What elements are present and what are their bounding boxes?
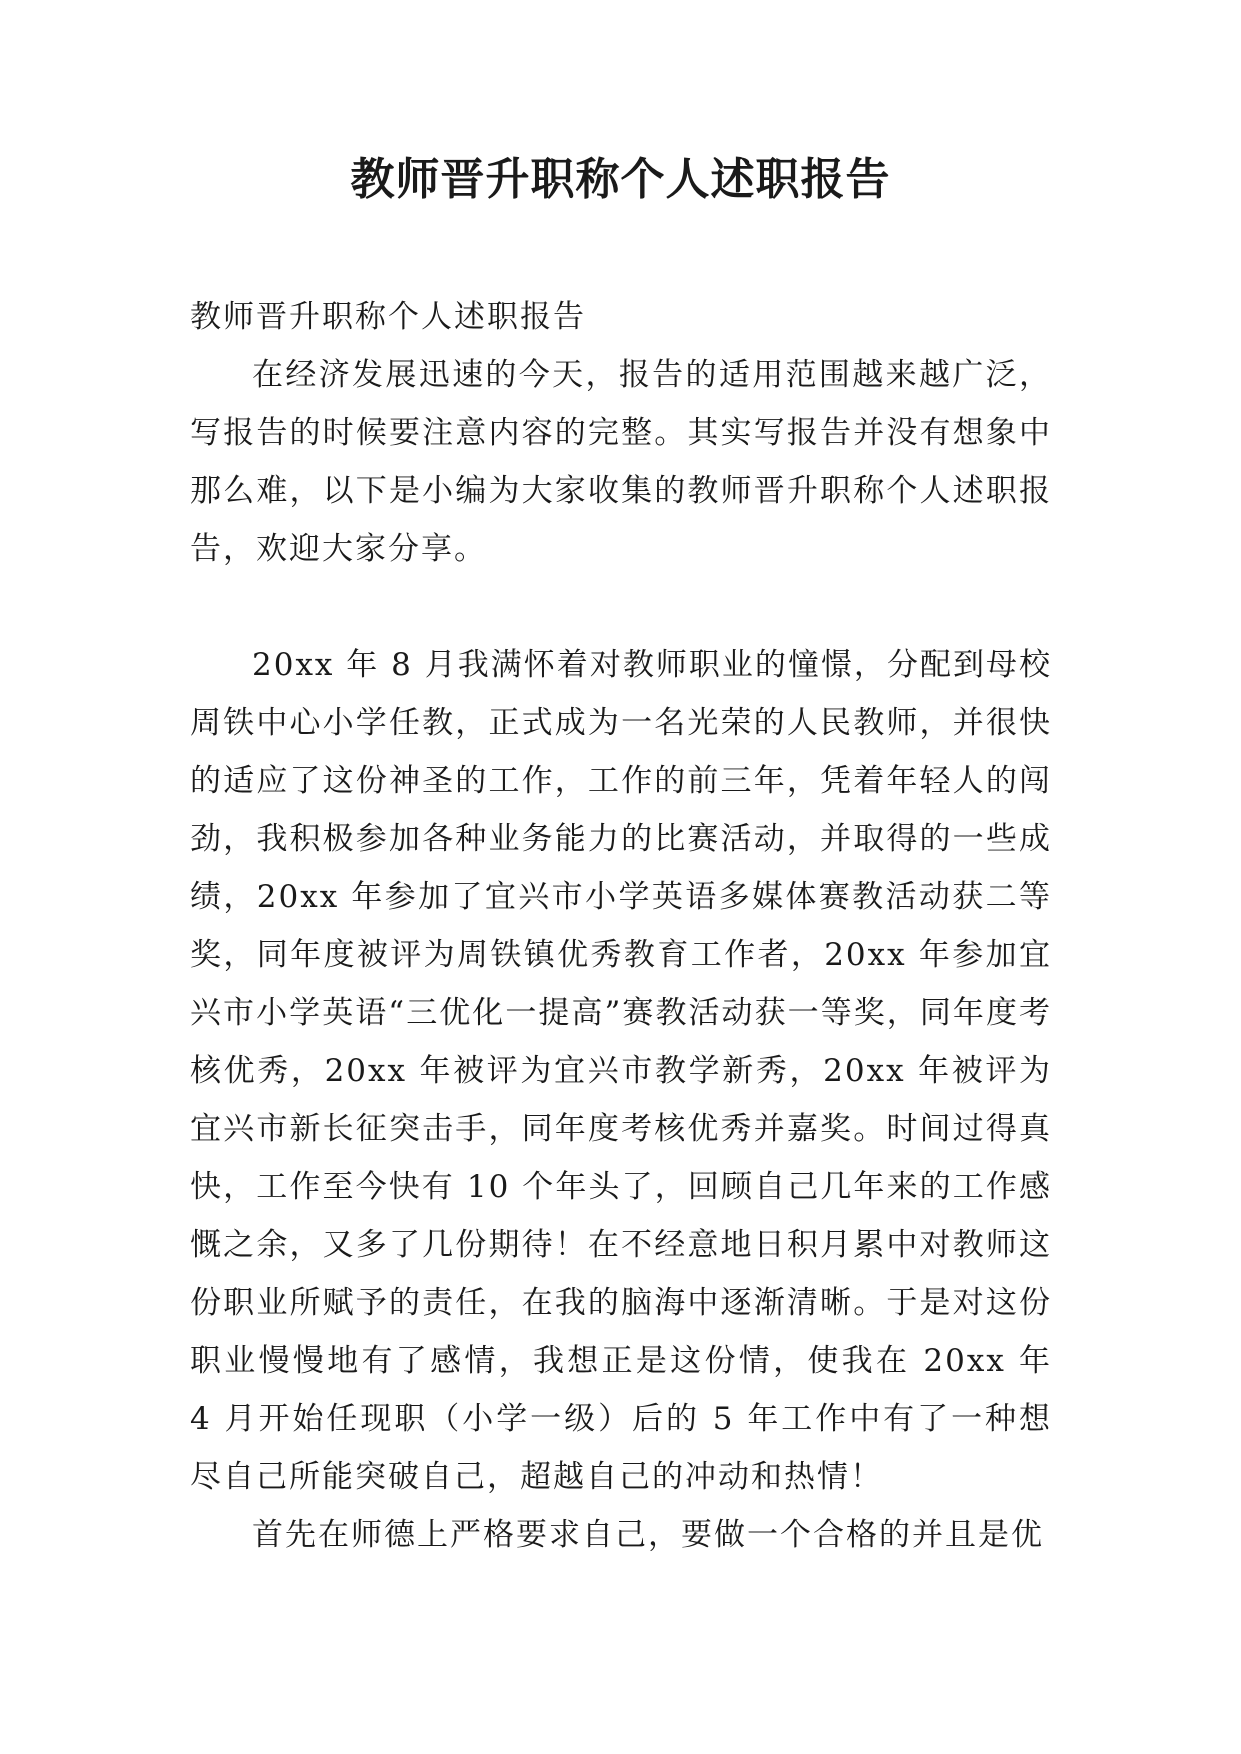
paragraph-intro: 在经济发展迅速的今天，报告的适用范围越来越广泛，写报告的时候要注意内容的完整。其实写报告并没有想象中那么难，以下是小编为大家收集的教师晋升职称个人述职报告，欢迎大家分享。 [190,357,1052,567]
paragraph-spacer [190,578,1052,636]
paragraph-ethics: 首先在师德上严格要求自己，要做一个合格的并且是优 [252,1517,1044,1553]
document-title: 教师晋升职称个人述职报告 [350,154,891,205]
document-subtitle: 教师晋升职称个人述职报告 [190,299,586,335]
paragraph-career: 20xx 年 8 月我满怀着对教师职业的憧憬，分配到母校周铁中心小学任教，正式成为一名光荣的人民教师，并很快的适应了这份神圣的工作，工作的前三年，凭着年轻人的闯劲，我积极参加各种业务能力的比赛活动，并取得的一些成绩，20xx 年参加了宜兴市小学英语多媒体赛教活动获二等奖，同年度被评为周铁镇优秀教育工作者，20xx 年参加宜兴市小学英语“三优化一提高”赛教活动获一等奖，同年度考核优秀，20xx 年被评为宜兴市教学新秀，20xx 年被评为宜兴市新长征突击手，同年度考核优秀并嘉奖。时间过得真快，工作至今快有 10 个年头了，回顾自己几年来的工作感慨之余，又多了几份期待！在不经意地日积月累中对教师这份职业所赋予的责任，在我的脑海中逐渐清晰。于是对这份职业慢慢地有了感情，我想正是这份情，使我在 20xx 年 4 月开始任现职（小学一级）后的 5 年工作中有了一种想尽自己所能突破自己，超越自己的冲动和热情！ [190,647,1052,1495]
document-body [190,288,1052,1564]
